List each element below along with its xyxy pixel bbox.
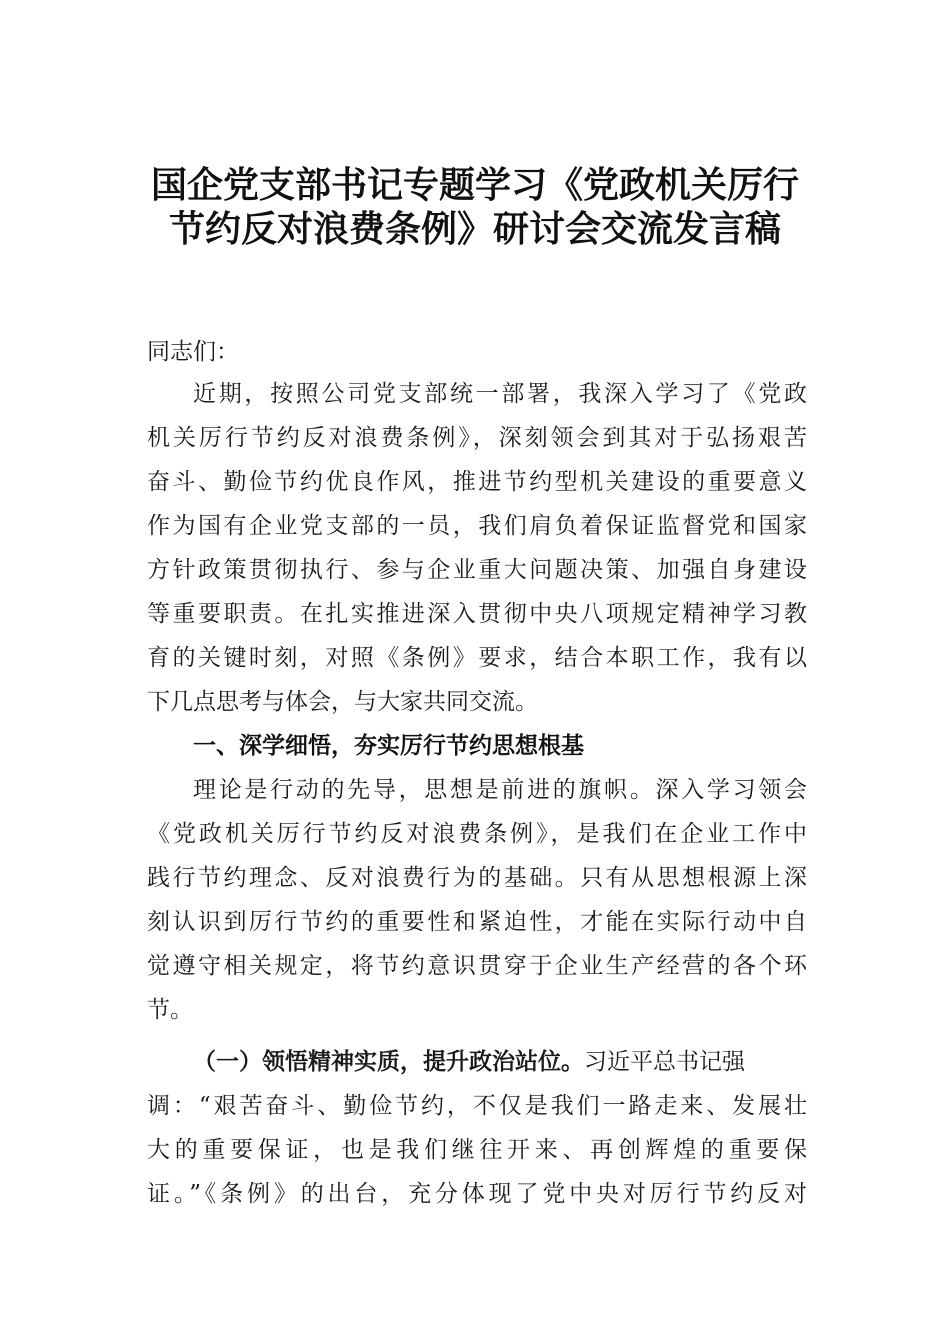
salutation: 同志们： xyxy=(147,339,239,365)
section-heading: 一、深学细悟，夯实厉行节约思想根基 xyxy=(193,733,584,759)
document-title-line-1: 国企党支部书记专题学习《党政机关厉行 xyxy=(150,164,799,206)
document-title-line-2: 节约反对浪费条例》研讨会交流发言稿 xyxy=(168,208,781,250)
subsection-lead-rest: 习近平总书记强 xyxy=(584,1049,745,1075)
paragraph-line: 方针政策贯彻执行、参与企业重大问题决策、加强自身建设 xyxy=(147,557,807,583)
paragraph-line: 奋斗、勤俭节约优良作风，推进节约型机关建设的重要意义 xyxy=(147,469,807,495)
paragraph-line: 践行节约理念、反对浪费行为的基础。只有从思想根源上深 xyxy=(147,865,807,891)
paragraph-line: 大的重要保证，也是我们继往开来、再创辉煌的重要保 xyxy=(147,1137,807,1163)
paragraph-line: 刻认识到厉行节约的重要性和紧迫性，才能在实际行动中自 xyxy=(147,909,807,935)
paragraph-line: 作为国有企业党支部的一员，我们肩负着保证监督党和国家 xyxy=(147,513,807,539)
paragraph-line: 《党政机关厉行节约反对浪费条例》，是我们在企业工作中 xyxy=(147,821,807,847)
paragraph-line: 觉遵守相关规定，将节约意识贯穿于企业生产经营的各个环 xyxy=(147,953,807,979)
paragraph-line: 节。 xyxy=(147,997,193,1023)
paragraph-line: 近期，按照公司党支部统一部署，我深入学习了《党政 xyxy=(193,381,807,407)
paragraph-line: 理论是行动的先导，思想是前进的旗帜。深入学习领会 xyxy=(193,777,807,803)
paragraph-line: 下几点思考与体会，与大家共同交流。 xyxy=(147,689,538,715)
paragraph-line: 育的关键时刻，对照《条例》要求，结合本职工作，我有以 xyxy=(147,645,807,671)
paragraph-line: 调：“艰苦奋斗、勤俭节约，不仅是我们一路走来、发展壮 xyxy=(147,1093,807,1119)
subsection-line xyxy=(193,1042,807,1082)
paragraph-line: 机关厉行节约反对浪费条例》，深刻领会到其对于弘扬艰苦 xyxy=(147,425,807,451)
subsection-lead: （一）领悟精神实质，提升政治站位。 xyxy=(193,1048,584,1075)
paragraph-line: 证。”《条例》的出台，充分体现了党中央对厉行节约反对 xyxy=(147,1181,807,1207)
paragraph-line: 等重要职责。在扎实推进深入贯彻中央八项规定精神学习教 xyxy=(147,601,807,627)
